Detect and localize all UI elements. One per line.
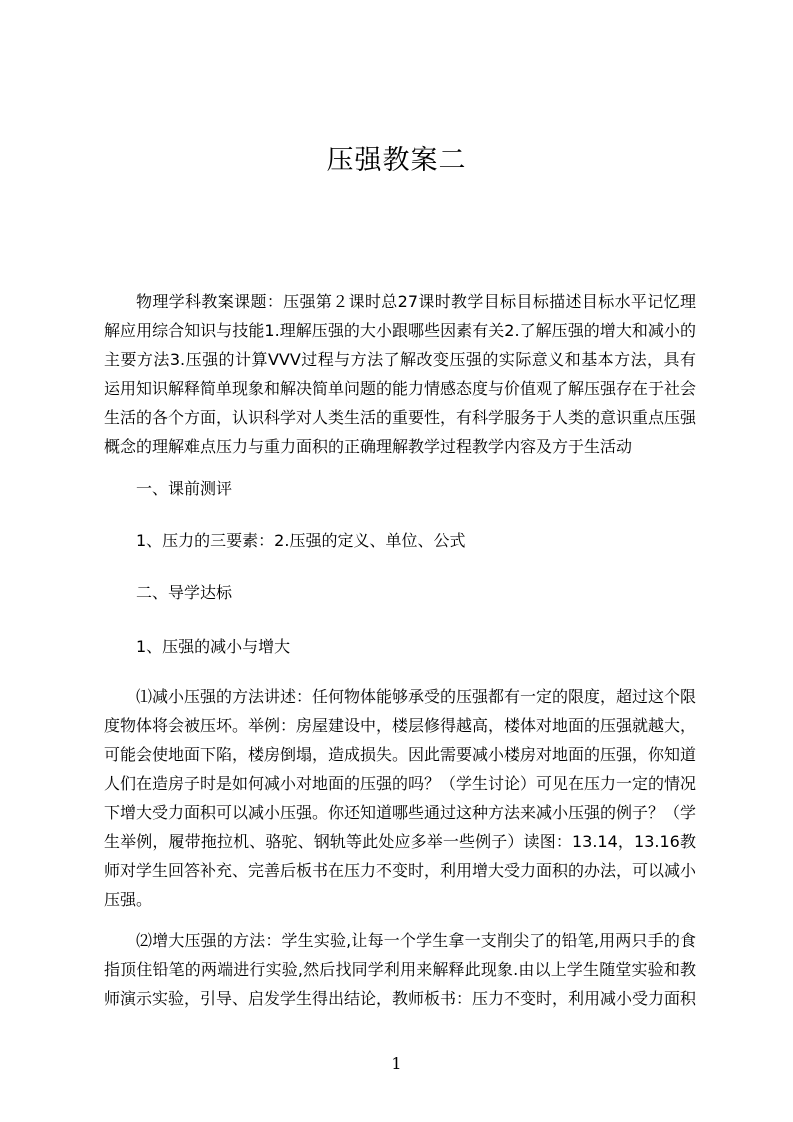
intro-paragraph: 物理学科教案课题：压强第２课时总27课时教学目标目标描述目标水平记忆理解应用综合知识与技能1.理解压强的大小跟哪些因素有关2.了解压强的增大和减小的主要方法3.压强的计算VVV过程与方法了解改变压强的实际意义和基本方法，具有运用知识解释简单现象和解决简单问题的能力情感态度与价值观了解压强存在于社会生活的各个方面，认识科学对人类生活的重要性，有科学服务于人类的意识重点压强概念的理解难点压力与重力面积的正确理解教学过程教学内容及方于生活动 xyxy=(104,292,697,456)
increase-pressure-paragraph: ⑵增大压强的方法：学生实验,让每一个学生拿一支削尖了的铅笔,用两只手的食指顶住铅笔的两端进行实验,然后找同学利用来解释此现象.由以上学生随堂实验和教师演示实验，引导、启发学生得出结论，教师板书：压力不变时，利用减小受力面积 xyxy=(104,931,697,1008)
guided-learning-item: 1、压强的减小与增大 xyxy=(136,637,291,656)
section-heading-pre-assessment: 一、课前测评 xyxy=(136,479,233,498)
page-number: 1 xyxy=(391,1054,402,1073)
reduce-pressure-paragraph: ⑴减小压强的方法讲述：任何物体能够承受的压强都有一定的限度，超过这个限度物体将会被压坏。举例：房屋建设中，楼层修得越高，楼体对地面的压强就越大，可能会使地面下陷，楼房倒塌，造成损失。因此需要减小楼房对地面的压强，你知道人们在造房子时是如何减小对地面的压强的吗？（学生讨论）可见在压力一定的情况下增大受力面积可以减小压强。你还知道哪些通过这种方法来减小压强的例子？（学生举例，履带拖拉机、骆驼、钢轨等此处应多举一些例子）读图：13.14，13.16教师对学生回答补充、完善后板书在压力不变时，利用增大受力面积的办法，可以减小压强。 xyxy=(104,687,697,909)
document-title: 压强教案二 xyxy=(326,145,467,176)
pre-assessment-item: 1、压力的三要素：2.压强的定义、单位、公式 xyxy=(136,531,466,550)
section-heading-guided-learning: 二、导学达标 xyxy=(136,583,233,602)
